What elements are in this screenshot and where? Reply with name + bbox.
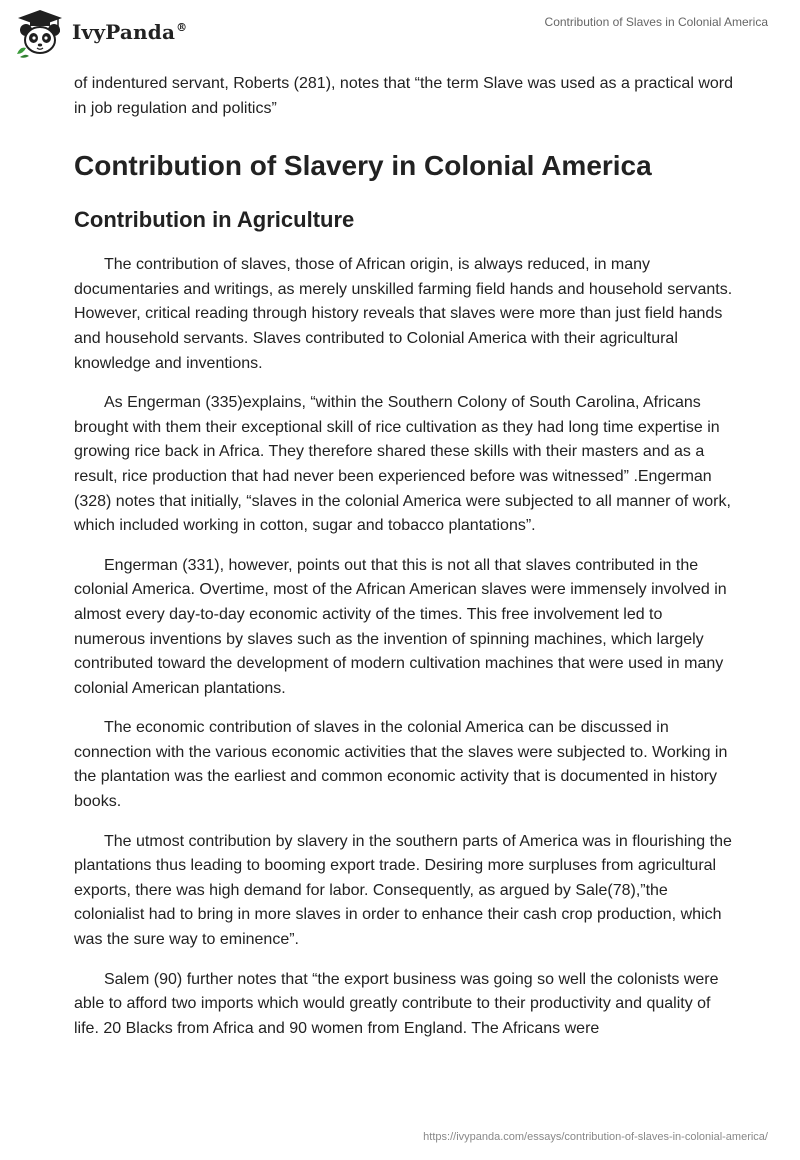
- page-header: [0, 0, 800, 66]
- paragraph: Engerman (331), however, points out that this is not all that slaves contributed in the colonial America. Overtime, most of the African American slaves were immensely involved in almost every day-to-day economic activity of the times. This free involvement led to numerous inventions by slaves such as the invention of spinning machines, which largely contributed toward the development of modern cultivation machines that were used in many colonial American plantations.: [74, 556, 727, 697]
- article-body: [74, 72, 734, 1056]
- paragraph: The contribution of slaves, those of African origin, is always reduced, in many documentaries and writings, as merely unskilled farming field hands and household servants. However, critical reading through history reveals that slaves were more than just field hands and household servants. Slaves contributed to Colonial America with their agricultural knowledge and inventions.: [74, 256, 733, 372]
- source-url[interactable]: https://ivypanda.com/essays/contribution-of-slaves-in-colonial-america/: [423, 1131, 768, 1143]
- panda-graduate-icon: [14, 8, 66, 58]
- paragraph: Salem (90) further notes that “the export business was going so well the colonists were able to afford two imports which would greatly contribute to their productivity and quality of life. 20 Blacks from Africa and 90 women from England. The Africans were: [74, 970, 719, 1037]
- paragraph: As Engerman (335)explains, “within the Southern Colony of South Carolina, Africans brought with them their exceptional skill of rice cultivation as they had long time expertise in growing rice back in Africa. They therefore shared these skills with their masters and as a result, rice production that had never been experienced before was witnessed” .Engerman (328) notes that initially, “slaves in the colonial America were subjected to all manner of work, which included working in cotton, sugar and tobacco plantations”.: [74, 394, 731, 535]
- brand-name: IvyPanda®: [72, 20, 188, 44]
- section-heading: Contribution of Slavery in Colonial America: [74, 150, 652, 182]
- document-title: Contribution of Slaves in Colonial America: [544, 15, 768, 29]
- intro-paragraph: of indentured servant, Roberts (281), notes that “the term Slave was used as a practical word in job regulation and politics”: [74, 75, 733, 117]
- subsection-heading: Contribution in Agriculture: [74, 207, 355, 233]
- ivypanda-logo[interactable]: [14, 8, 187, 58]
- paragraph: The economic contribution of slaves in the colonial America can be discussed in connection with the various economic activities that the slaves were subjected to. Working in the plantation was the earliest and common economic activity that is documented in history books.: [74, 719, 728, 811]
- registered-mark: ®: [176, 21, 188, 35]
- paragraph: The utmost contribution by slavery in the southern parts of America was in flourishing the plantations thus leading to booming export trade. Desiring more surpluses from agricultural exports, there was high demand for labor. Consequently, as argued by Sale(78),”the colonialist had to bring in more slaves in order to enhance their cash crop production, which was the sure way to eminence”.: [74, 832, 732, 949]
